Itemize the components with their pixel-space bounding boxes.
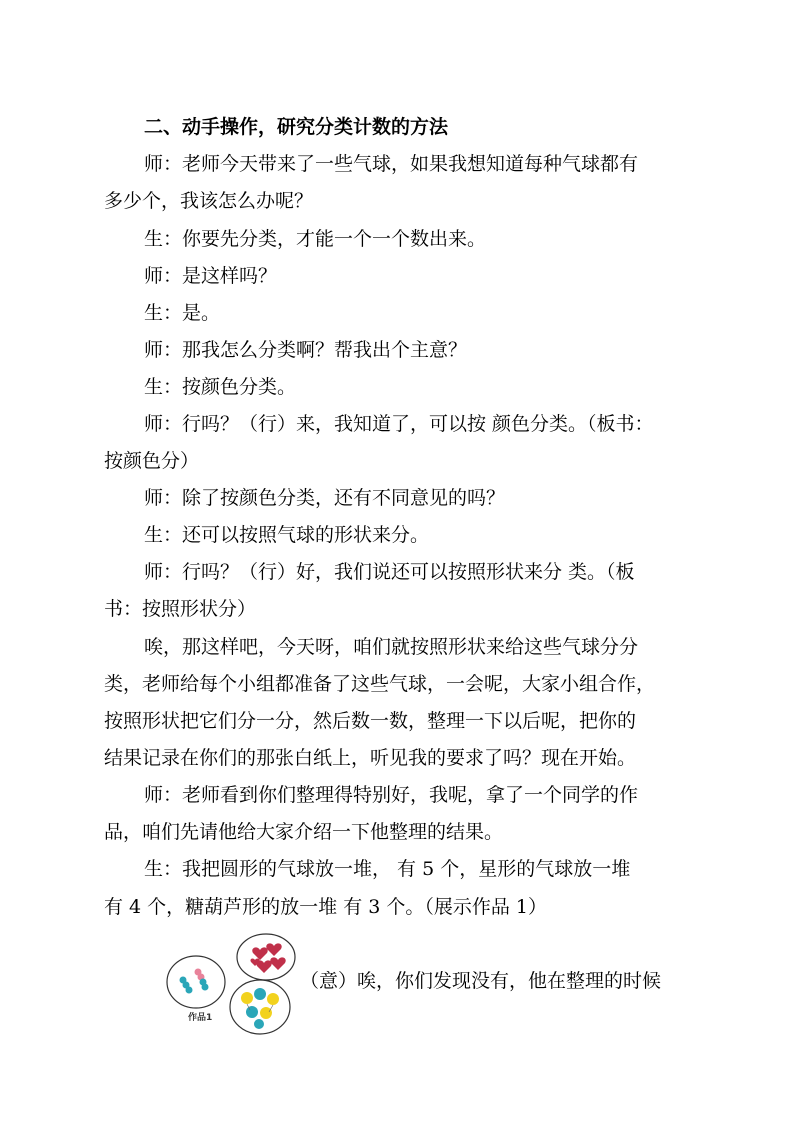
paragraph-line: 师：行吗？（行）来，我知道了，可以按 颜色分类。（板书： xyxy=(144,413,654,435)
paragraph-line: 师：是这样吗？ xyxy=(144,265,278,287)
paragraph-line: 师：老师今天带来了一些气球，如果我想知道每种气球都有 xyxy=(144,153,639,175)
paragraph-line: 生：你要先分类，才能一个一个数出来。 xyxy=(144,228,487,250)
paragraph-line: （意）唉，你们发现没有，他在整理的时候 xyxy=(300,970,662,992)
group-circle-hearts xyxy=(237,934,295,980)
paragraph-line: 师：行吗？（行）好，我们说还可以按照形状来分 类。（板 xyxy=(144,561,635,583)
paragraph-line: 结果记录在你们的那张白纸上，听见我的要求了吗？现在开始。 xyxy=(104,747,637,769)
paragraph-line: 生：我把圆形的气球放一堆， 有 5 个，星形的气球放一堆 xyxy=(144,858,631,880)
balloon-groups-illustration xyxy=(160,932,310,1037)
paragraph-line: 多少个，我该怎么办呢？ xyxy=(104,190,314,212)
paragraph-line: 师：除了按颜色分类，还有不同意见的吗？ xyxy=(144,487,506,509)
paragraph-line: 生：还可以按照气球的形状来分。 xyxy=(144,524,430,546)
paragraph-line: 有 4 个，糖葫芦形的放一堆 有 3 个。（展示作品 1） xyxy=(104,896,548,918)
paragraph-line: 按照形状把它们分一分，然后数一数，整理一下以后呢，把你的 xyxy=(104,710,637,732)
paragraph-line: 品，咱们先请他给大家介绍一下他整理的结果。 xyxy=(104,821,504,843)
paragraph-line: 书：按照形状分） xyxy=(104,598,257,620)
paragraph-line: 师：老师看到你们整理得特别好，我呢，拿了一个同学的作 xyxy=(144,784,639,806)
paragraph-line: 唉，那这样吧，今天呀，咱们就按照形状来给这些气球分分 xyxy=(144,636,639,658)
paragraph-line: 类，老师给每个小组都准备了这些气球，一会呢，大家小组合作， xyxy=(104,673,656,695)
figure-caption: 作品1 xyxy=(188,1013,213,1023)
paragraph-line: 生：按颜色分类。 xyxy=(144,376,297,398)
balloon-artwork-figure xyxy=(160,932,310,1037)
section-heading: 二、动手操作，研究分类计数的方法 xyxy=(144,116,449,138)
paragraph-line: 师：那我怎么分类啊？帮我出个主意？ xyxy=(144,339,468,361)
paragraph-line: 按颜色分） xyxy=(104,450,200,472)
paragraph-line: 生：是。 xyxy=(144,302,221,324)
group-circle-gourd xyxy=(167,956,225,1008)
